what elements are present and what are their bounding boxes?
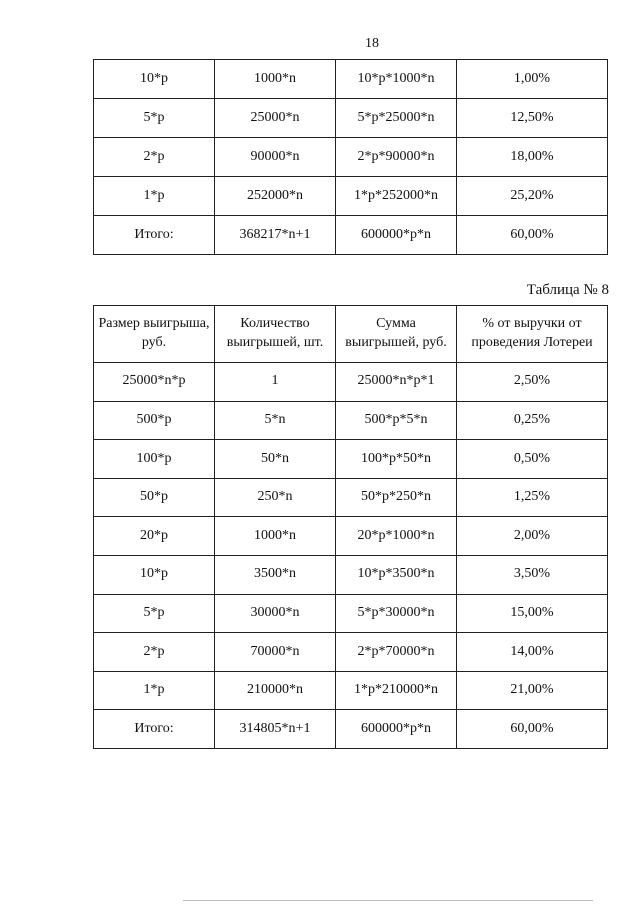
prize-size-cell: 1*р <box>94 177 215 216</box>
revenue-percent-cell: 1,25% <box>457 478 608 517</box>
prize-sum-cell: 500*р*5*n <box>336 401 457 440</box>
prize-size-cell: 100*р <box>94 440 215 479</box>
total-count-cell: 314805*n+1 <box>215 710 336 749</box>
prize-size-cell: 2*р <box>94 633 215 672</box>
revenue-percent-cell: 15,00% <box>457 594 608 633</box>
prize-count-cell: 1 <box>215 363 336 402</box>
header-prize-size: Размер выигрыша, руб. <box>94 306 215 363</box>
prize-sum-cell: 100*р*50*n <box>336 440 457 479</box>
prize-sum-cell: 2*р*90000*n <box>336 138 457 177</box>
prize-sum-cell: 10*р*3500*n <box>336 555 457 594</box>
table-row <box>94 517 608 556</box>
prize-count-cell: 210000*n <box>215 671 336 710</box>
header-prize-sum: Сумма выигрышей, руб. <box>336 306 457 363</box>
prize-sum-cell: 25000*n*р*1 <box>336 363 457 402</box>
total-label-cell: Итого: <box>94 216 215 255</box>
revenue-percent-cell: 18,00% <box>457 138 608 177</box>
prize-count-cell: 250*n <box>215 478 336 517</box>
table-row <box>94 555 608 594</box>
prize-count-cell: 1000*n <box>215 517 336 556</box>
prize-count-cell: 3500*n <box>215 555 336 594</box>
header-prize-count: Количество выигрышей, шт. <box>215 306 336 363</box>
revenue-percent-cell: 3,50% <box>457 555 608 594</box>
table-row <box>94 138 608 177</box>
table-row <box>94 671 608 710</box>
table-row <box>94 363 608 402</box>
prize-count-cell: 5*n <box>215 401 336 440</box>
total-row <box>94 216 608 255</box>
prize-size-cell: 2*р <box>94 138 215 177</box>
prize-size-cell: 20*р <box>94 517 215 556</box>
total-count-cell: 368217*n+1 <box>215 216 336 255</box>
prize-table-8 <box>93 305 608 749</box>
prize-sum-cell: 10*р*1000*n <box>336 60 457 99</box>
revenue-percent-cell: 2,50% <box>457 363 608 402</box>
table-row <box>94 440 608 479</box>
prize-count-cell: 252000*n <box>215 177 336 216</box>
prize-sum-cell: 20*р*1000*n <box>336 517 457 556</box>
prize-size-cell: 10*р <box>94 60 215 99</box>
prize-sum-cell: 1*р*210000*n <box>336 671 457 710</box>
total-label-cell: Итого: <box>94 710 215 749</box>
prize-size-cell: 5*р <box>94 99 215 138</box>
prize-count-cell: 1000*n <box>215 60 336 99</box>
prize-size-cell: 5*р <box>94 594 215 633</box>
total-percent-cell: 60,00% <box>457 710 608 749</box>
table-row <box>94 177 608 216</box>
prize-sum-cell: 5*р*25000*n <box>336 99 457 138</box>
prize-size-cell: 500*р <box>94 401 215 440</box>
table-caption: Таблица № 8 <box>526 282 609 298</box>
revenue-percent-cell: 2,00% <box>457 517 608 556</box>
prize-count-cell: 70000*n <box>215 633 336 672</box>
table-row <box>94 99 608 138</box>
revenue-percent-cell: 1,00% <box>457 60 608 99</box>
prize-size-cell: 25000*n*р <box>94 363 215 402</box>
prize-count-cell: 50*n <box>215 440 336 479</box>
prize-table-continued <box>93 59 608 255</box>
table-row <box>94 401 608 440</box>
revenue-percent-cell: 12,50% <box>457 99 608 138</box>
table-header-row <box>94 306 608 363</box>
prize-sum-cell: 2*р*70000*n <box>336 633 457 672</box>
scan-edge-line <box>183 900 593 901</box>
page-number: 18 <box>365 36 379 51</box>
prize-sum-cell: 1*р*252000*n <box>336 177 457 216</box>
prize-sum-cell: 5*р*30000*n <box>336 594 457 633</box>
prize-size-cell: 10*р <box>94 555 215 594</box>
revenue-percent-cell: 25,20% <box>457 177 608 216</box>
prize-count-cell: 25000*n <box>215 99 336 138</box>
prize-size-cell: 50*р <box>94 478 215 517</box>
table-row <box>94 60 608 99</box>
total-percent-cell: 60,00% <box>457 216 608 255</box>
prize-count-cell: 90000*n <box>215 138 336 177</box>
total-row <box>94 710 608 749</box>
table-row <box>94 594 608 633</box>
total-sum-cell: 600000*р*n <box>336 710 457 749</box>
prize-size-cell: 1*р <box>94 671 215 710</box>
table-row <box>94 633 608 672</box>
total-sum-cell: 600000*р*n <box>336 216 457 255</box>
revenue-percent-cell: 0,50% <box>457 440 608 479</box>
revenue-percent-cell: 0,25% <box>457 401 608 440</box>
revenue-percent-cell: 14,00% <box>457 633 608 672</box>
prize-count-cell: 30000*n <box>215 594 336 633</box>
prize-sum-cell: 50*р*250*n <box>336 478 457 517</box>
header-revenue-percent: % от выручки от проведения Лотереи <box>457 306 608 363</box>
table-row <box>94 478 608 517</box>
revenue-percent-cell: 21,00% <box>457 671 608 710</box>
